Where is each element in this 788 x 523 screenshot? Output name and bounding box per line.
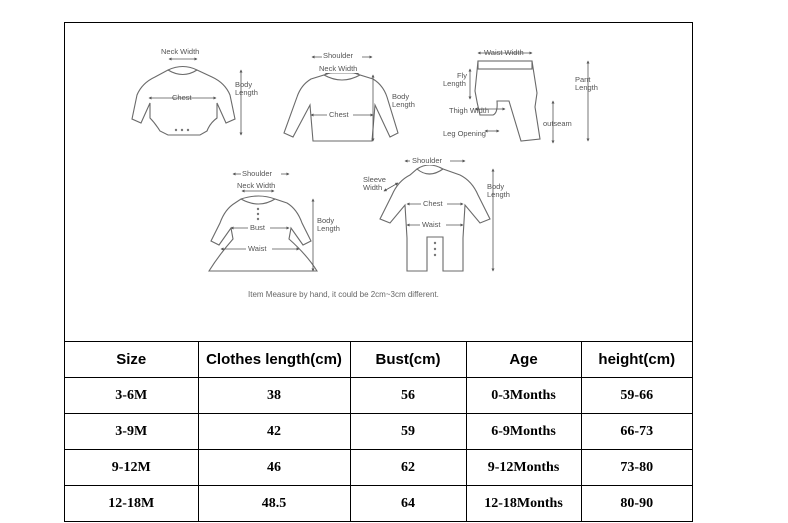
bodysuit-neck-width-label: Neck Width (161, 47, 200, 56)
cell-clothes-length: 48.5 (198, 486, 350, 522)
cell-age: 12-18Months (466, 486, 581, 522)
romper-length-label: Length (487, 190, 510, 199)
bodysuit-chest-label: Chest (172, 93, 192, 102)
cell-height: 80-90 (581, 486, 692, 522)
dress-bust-label: Bust (250, 223, 266, 232)
romper-body-label: Body (487, 182, 505, 191)
cell-size: 3-9M (65, 414, 198, 450)
dress-neck-width-label: Neck Width (237, 181, 276, 190)
cell-clothes-length: 46 (198, 450, 350, 486)
dress-figure (209, 169, 340, 271)
bodysuit-length-label: Length (235, 88, 258, 97)
cell-age: 0-3Months (466, 378, 581, 414)
romper-sleeve-width-label: Width (363, 183, 383, 192)
header-height: height(cm) (581, 341, 692, 378)
bodysuit-collar (168, 67, 197, 71)
pants-outseam-label: outseam (543, 119, 572, 128)
shirt-neck-width-label: Neck Width (319, 64, 358, 73)
cell-bust: 56 (350, 378, 466, 414)
cell-height: 59-66 (581, 378, 692, 414)
dress-body-label: Body (317, 216, 335, 225)
dress-length-label: Length (317, 224, 340, 233)
table-row (65, 486, 692, 522)
cell-clothes-length: 42 (198, 414, 350, 450)
pants-thigh-width-label: Thigh Width (449, 106, 490, 115)
dress-waist-label: Waist (248, 244, 267, 253)
pants-figure (443, 48, 598, 143)
cell-height: 73-80 (581, 450, 692, 486)
size-chart (64, 22, 693, 522)
header-bust: Bust(cm) (350, 341, 466, 378)
romper-waist-label: Waist (422, 220, 441, 229)
pants-pant-label: Pant (575, 75, 591, 84)
cell-height: 66-73 (581, 414, 692, 450)
measurement-note: Item Measure by hand, it could be 2cm~3cm different. (248, 290, 439, 299)
cell-bust: 59 (350, 414, 466, 450)
header-age: Age (466, 341, 581, 378)
romper-figure (363, 156, 510, 271)
cell-clothes-length: 38 (198, 378, 350, 414)
pants-fly-length-label: Length (443, 79, 466, 88)
shirt-body-label: Body (392, 92, 410, 101)
header-clothes-length: Clothes length(cm) (198, 341, 350, 378)
table-row (65, 378, 692, 414)
cell-age: 6-9Months (466, 414, 581, 450)
dress-collar (241, 196, 275, 199)
romper-collar (417, 165, 443, 169)
shirt-outline (284, 75, 398, 141)
cell-size: 12-18M (65, 486, 198, 522)
cell-bust: 64 (350, 486, 466, 522)
pants-leg-opening-label: Leg Opening (443, 129, 486, 138)
romper-chest-label: Chest (423, 199, 443, 208)
bodysuit-outline (132, 70, 235, 135)
pants-waist-width-label: Waist Width (484, 48, 524, 57)
romper-sleeve-label: Sleeve (363, 175, 386, 184)
cell-bust: 62 (350, 450, 466, 486)
shirt-length-label: Length (392, 100, 415, 109)
header-size: Size (65, 341, 198, 378)
measurement-diagram (65, 23, 692, 342)
shirt-figure (284, 51, 415, 141)
cell-age: 9-12Months (466, 450, 581, 486)
shirt-shoulder-label: Shoulder (323, 51, 354, 60)
table-row (65, 450, 692, 486)
dress-outline (209, 199, 317, 271)
pants-waistband (478, 61, 532, 69)
cell-size: 3-6M (65, 378, 198, 414)
bodysuit-body-label: Body (235, 80, 253, 89)
size-table (65, 341, 692, 521)
romper-shoulder-label: Shoulder (412, 156, 443, 165)
shirt-chest-label: Chest (329, 110, 349, 119)
pants-fly-label: Fly (457, 71, 467, 80)
pants-pant-length-label: Length (575, 83, 598, 92)
table-header-row (65, 341, 692, 378)
bodysuit-figure (132, 47, 258, 135)
dress-shoulder-label: Shoulder (242, 169, 273, 178)
cell-size: 9-12M (65, 450, 198, 486)
measurement-diagram-svg (65, 23, 692, 341)
table-row (65, 414, 692, 450)
